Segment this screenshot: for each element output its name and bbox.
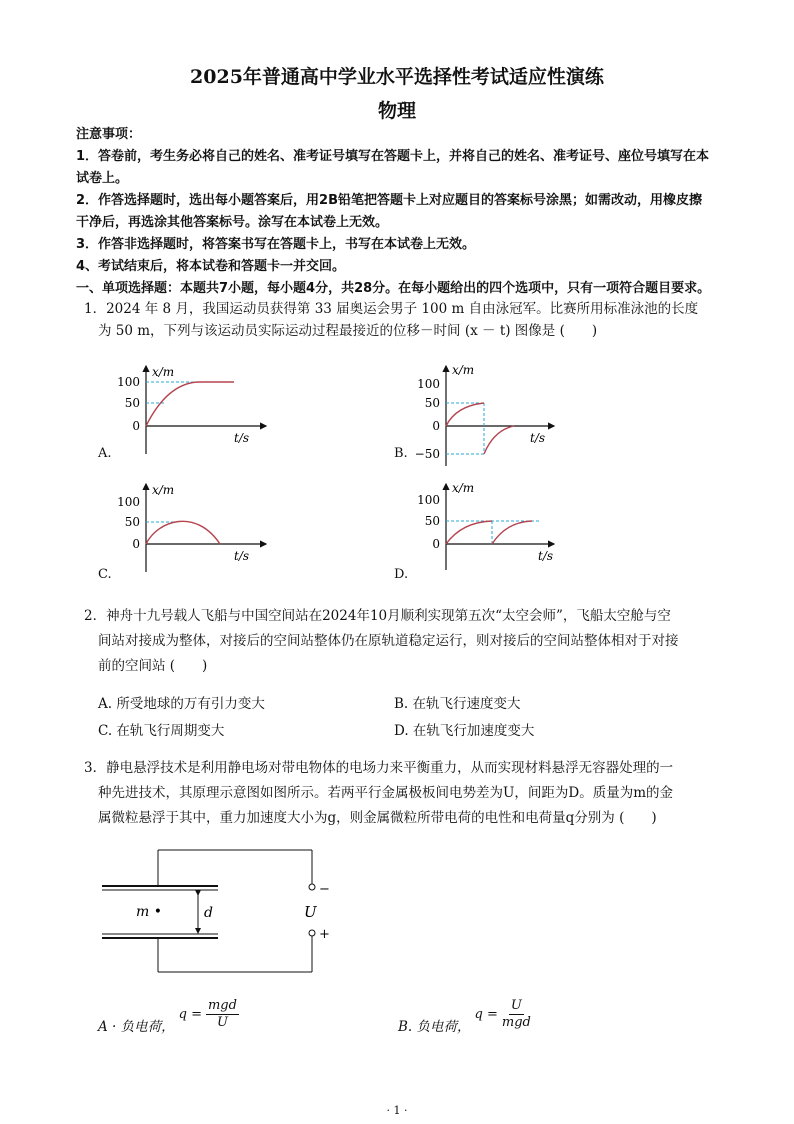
tick-label: −50 xyxy=(414,447,440,461)
x-axis-label: t/s xyxy=(234,431,250,445)
terminal-positive xyxy=(309,930,315,936)
numerator: U xyxy=(510,998,522,1013)
denominator: U xyxy=(216,1015,228,1030)
tick-label: 100 xyxy=(417,493,440,507)
tick-label: 100 xyxy=(417,377,440,391)
graph-a xyxy=(96,362,296,470)
question-text: 前的空间站 ( ) xyxy=(98,658,208,674)
notice-item: 干净后，再选涂其他答案标号。涂写在本试卷上无效。 xyxy=(76,215,389,230)
question-text: 为 50 m，下列与该运动员实际运动过程最接近的位移－时间 (x － t) 图像是 ( ) xyxy=(98,323,598,339)
notice-item: 4、考试结束后，将本试卷和答题卡一并交回。 xyxy=(76,259,346,274)
q3-option-b[interactable] xyxy=(398,998,531,1037)
graph-c-label: C. xyxy=(98,567,112,582)
section-heading: 一、单项选择题：本题共7小题，每小题4分，共28分。在每小题给出的四个选项中，只有一项符合题目要求。 xyxy=(76,281,711,296)
curve xyxy=(146,382,234,426)
notice-item: 3．作答非选择题时，将答案书写在答题卡上，书写在本试卷上无效。 xyxy=(76,237,476,252)
tick-label: 100 xyxy=(117,495,140,509)
y-axis-label: x/m xyxy=(452,363,475,377)
tick-label: 0 xyxy=(132,419,140,433)
question-text: 2．神舟十九号载人飞船与中国空间站在2024年10月顺利实现第五次“太空会师”，飞船太空舱与空 xyxy=(84,608,671,624)
mass-label: m • xyxy=(136,904,162,920)
option-d[interactable]: D. 在轨飞行加速度变大 xyxy=(394,723,535,739)
graph-c xyxy=(96,480,296,588)
tick-label: 100 xyxy=(117,375,140,389)
option-b[interactable]: B. 在轨飞行速度变大 xyxy=(394,696,521,712)
notice-block xyxy=(76,124,726,300)
option-label: B. 负电荷， xyxy=(398,1019,471,1035)
question-text: 间站对接成为整体，对接后的空间站整体仍在原轨道稳定运行，则对接后的空间站整体相对于对接 xyxy=(98,633,679,649)
tick-label: 50 xyxy=(124,396,140,410)
curve xyxy=(446,403,484,426)
page-number: · 1 · xyxy=(386,1104,408,1117)
q-equals: q = xyxy=(474,1007,498,1022)
fraction xyxy=(502,998,531,1031)
q3-option-a[interactable] xyxy=(98,998,239,1037)
gap-label: d xyxy=(204,905,213,921)
x-axis-label: t/s xyxy=(234,549,250,563)
question-2 xyxy=(84,604,734,679)
denominator: mgd xyxy=(501,1015,531,1030)
curve xyxy=(446,521,492,544)
graph-a-label: A. xyxy=(98,446,112,461)
option-a[interactable]: A. 所受地球的万有引力变大 xyxy=(98,696,265,712)
question-text: 种先进技术，其原理示意图如图所示。若两平行金属极板间电势差为U，间距为D。质量为m的金 xyxy=(98,785,674,801)
question-text: 3．静电悬浮技术是利用静电场对带电物体的电场力来平衡重力，从而实现材料悬浮无容器处理的一 xyxy=(84,760,674,776)
tick-label: 50 xyxy=(424,514,440,528)
terminal-negative xyxy=(309,884,315,890)
graph-d xyxy=(392,480,592,588)
curve xyxy=(484,426,514,454)
tick-label: 0 xyxy=(132,537,140,551)
option-label: A · 负电荷， xyxy=(98,1019,175,1035)
question-text: 1．2024 年 8 月，我国运动员获得第 33 届奥运会男子 100 m 自由泳冠军。比赛所用标准泳池的长度 xyxy=(84,301,699,317)
notice-item: 试卷上。 xyxy=(76,171,129,186)
y-axis-label: x/m xyxy=(452,481,475,495)
tick-label: 0 xyxy=(432,419,440,433)
subject-title: 物理 xyxy=(377,100,416,122)
voltage-label: U xyxy=(304,903,317,921)
notice-item: 2．作答选择题时，选出每小题答案后，用2B铅笔把答题卡上对应题目的答案标号涂黑；如需改动，用橡皮擦 xyxy=(76,193,703,208)
question-text: 属微粒悬浮于其中，重力加速度大小为g，则金属微粒所带电荷的电性和电荷量q分别为 ( ) xyxy=(98,810,657,826)
tick-label: 50 xyxy=(424,396,440,410)
option-c[interactable]: C. 在轨飞行周期变大 xyxy=(98,723,225,739)
plus-sign: + xyxy=(319,927,330,942)
tick-label: 0 xyxy=(432,537,440,551)
graph-d-label: D. xyxy=(394,567,409,582)
tick-label: 50 xyxy=(124,515,140,529)
numerator: mgd xyxy=(207,998,237,1013)
x-axis-label: t/s xyxy=(530,431,546,445)
q-equals: q = xyxy=(178,1007,202,1022)
notice-heading: 注意事项： xyxy=(76,127,142,142)
graph-b-label: B. xyxy=(394,446,408,461)
question-3 xyxy=(84,756,734,831)
exam-title: 2025年普通高中学业水平选择性考试适应性演练 xyxy=(190,66,604,88)
curve xyxy=(492,521,532,544)
x-axis-label: t/s xyxy=(538,549,554,563)
notice-item: 1．答卷前，考生务必将自己的姓名、准考证号填写在答题卡上，并将自己的姓名、准考证号、座位号填写在本 xyxy=(76,149,710,164)
capacitor-diagram xyxy=(96,846,356,980)
fraction xyxy=(206,998,239,1031)
minus-sign: − xyxy=(319,882,330,897)
graph-b xyxy=(392,362,592,470)
curve xyxy=(146,521,220,544)
y-axis-label: x/m xyxy=(152,483,175,497)
y-axis-label: x/m xyxy=(152,365,175,379)
question-1 xyxy=(84,298,734,342)
